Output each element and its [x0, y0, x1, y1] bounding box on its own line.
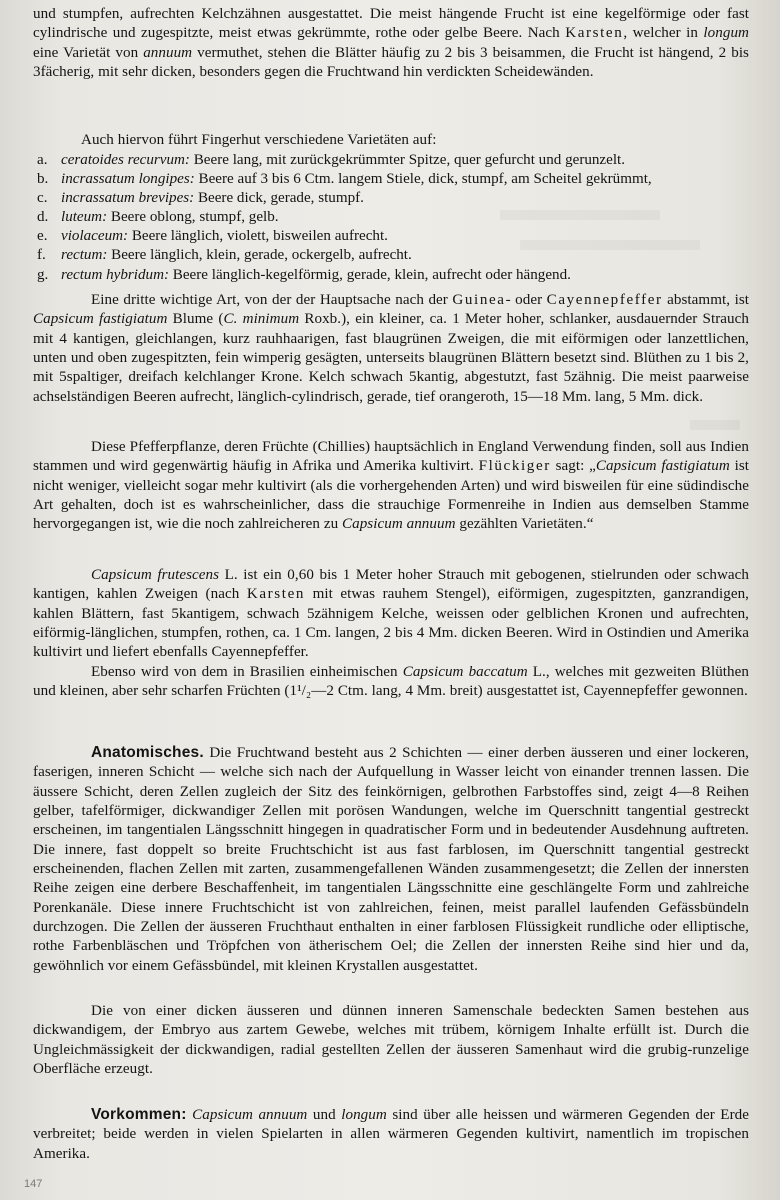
section-anatomy	[33, 743, 749, 976]
variety-name: annuum	[143, 44, 193, 61]
list-item-key: f.	[37, 247, 46, 264]
list-item	[37, 189, 753, 208]
text-run: und stumpfen, aufrechten Kelchzähnen ausgestattet. Die meist hängende Frucht ist eine kegelförmige oder fast cylindrische und zugespitzte, meist etwas gekrümmte, rothe oder gelbe Beere. Nach	[33, 6, 749, 42]
species-name: C. minimum	[223, 311, 300, 328]
species-name: Capsicum annuum	[342, 516, 456, 533]
list-item	[37, 227, 753, 246]
list-item-name: violaceum:	[61, 228, 129, 245]
list-item-key: d.	[37, 209, 49, 226]
species-name: Capsicum baccatum	[402, 664, 528, 680]
product-name: Cayennepfeffer	[546, 292, 663, 308]
paragraph-seeds	[33, 1002, 749, 1079]
list-item	[37, 208, 753, 227]
text-run: vermuthet, stehen die Blätter häufig zu 2 bis 3 beisammen, die Frucht ist hängend, 2 bis 3fächerig, mit sehr dicken, besonders gegen die Fruchtwand hin verdickten Scheidewänden.	[33, 44, 749, 81]
list-item-key: e.	[37, 228, 48, 245]
seed-text: Die von einer dicken äusseren und dünnen inneren Samenschale bedeckten Samen bestehen aus dickwandigem, der Embryo aus zartem Gewebe, welches mit trübem, körnigem Inhalte erfüllt ist. Durch die Ungleichmässigkeit der dickwandigen, radial gestellten Zellen der äusseren Samenhaut wird die grubig-runzelige Oberfläche erzeugt.	[33, 1003, 749, 1078]
list-item-desc: Beere dick, gerade, stumpf.	[194, 190, 364, 207]
text-run: Ebenso wird von dem in Brasilien einheimischen	[91, 664, 403, 680]
text-run: sagt: „	[550, 458, 596, 475]
list-item-key: b.	[37, 171, 49, 188]
text-run: L. ist ein 0,60 bis 1 Meter hoher Strauch mit gebogenen, stielrunden oder schwach kantigen, kahlen Zweigen (nach	[33, 567, 749, 603]
list-item	[37, 246, 753, 265]
list-intro	[33, 131, 749, 150]
author-name: Karsten	[565, 25, 624, 42]
species-name: Capsicum annuum	[192, 1107, 308, 1123]
list-item-name: rectum hybridum:	[61, 266, 170, 283]
text-run: —2 Ctm. lang, 4 Mm. breit) ausgestattet ist, Cayennepfeffer gewonnen.	[311, 683, 748, 700]
fraction: ¹/₂	[297, 683, 312, 700]
paragraph-baccatum	[33, 663, 749, 702]
section-heading: Anatomisches.	[91, 744, 204, 761]
text-run: mit etwas rauhem Stengel), eiförmigen, zugespitzten, ganzrandigen, kahlen Blättern, fast 5kantigem, schwach 5zähnigem Kelche, weissen oder gelblichen Kronen und aufrechten, eiförmig-länglichen, stumpfen, rothen, ca. 1 Cm. langen, 2 bis 4 Mm. dicken Beeren. Wird in Ostindien und Amerika kultivirt und liefert ebenfalls Cayennepfeffer.	[33, 586, 749, 661]
list-item	[37, 151, 753, 170]
section-heading: Vorkommen:	[91, 1106, 187, 1123]
text-run: Die Fruchtwand besteht aus 2 Schichten — einer derben äusseren und einer lockeren, faserigen, inneren Schicht — welche sich nach der Aufquellung in Wasser leicht von einander trennen lassen. Die äussere Schicht, deren Zellen zugleich der Sitz des feinkörnigen, gelbrothen Farbstoffes sind, zeigt 4—8 Reihen gelber, tafelförmiger, dickwandiger Zellen mit porösen Wandungen, welche im Querschnitt tangential gestreckt erscheinen, im tangentialen Längsschnitt hingegen in quadratischer Form und in bedeutender Ausdehnung auftreten. Die innere, fast doppelt so breite Fruchtschicht ist aus fast farblosen, im Querschnitt tangential gestreckt erscheinenden, flachen Zellen mit zarten, zusammengefallenen Wänden zusammengesetzt; die Zellen der innersten Reihe zeigen eine derbere Beschaffenheit, im tangentialen Längsschnitte eine geschlängelte Form und zahlreiche Porenkanäle. Diese innere Fruchtschicht ist von zahlreichen, feinen, meist parallel laufenden Gefässbündeln durchzogen. Die Zellen der äusseren Fruchthaut enthalten in einer farblosen Flüssigkeit rundliche oder elliptische, rothe Farbenbläschen und Tröpfchen von ätherischem Oel; die Zellen der innersten Reihe sind hier und da, gewöhnlich vor einem Gefässbündel, mit kleinen Krystallen ausgestattet.	[33, 745, 749, 974]
text-run: eine Varietät von	[33, 44, 144, 61]
text-run: Blume (	[167, 311, 224, 328]
list-item-name: rectum:	[61, 247, 108, 264]
list-item-key: c.	[37, 190, 48, 207]
text-run: , welcher in	[623, 25, 704, 42]
list-item-key: g.	[37, 266, 49, 283]
list-item-desc: Beere länglich, violett, bisweilen aufrecht.	[128, 228, 388, 245]
author-name: Karsten	[246, 586, 306, 603]
text-run: L., welches mit gezweiten Blüthen und kleinen, aber sehr scharfen Früchten (1	[33, 664, 749, 700]
list-item-name: luteum:	[61, 209, 108, 226]
species-name: Capsicum fastigiatum	[33, 311, 168, 328]
paragraph-chillies	[33, 438, 749, 535]
paragraph-frutescens	[33, 566, 749, 663]
list-intro-text: Auch hiervon führt Fingerhut verschiedene Varietäten auf:	[81, 132, 437, 148]
species-name: Capsicum fastigiatum	[595, 458, 730, 475]
list-item	[37, 170, 753, 189]
text-run: Eine dritte wichtige Art, von der der Hauptsache nach der	[91, 292, 453, 308]
bleed-through-shadow	[690, 420, 740, 430]
text-run: und	[307, 1107, 342, 1123]
text-run: ist nicht weniger, vielleicht sogar mehr kultivirt (als die vorhergehenden Arten) und wird bisweilen für eine südindische Art gehalten, doch ist es wahrscheinlicher, dass die strauchige Formenreihe in Indien aus demselben Stamme hervorgegangen ist, wie die noch zahlreicheren zu	[33, 458, 750, 533]
page-number: 147	[24, 1178, 43, 1190]
author-name: Flückiger	[478, 458, 551, 475]
paragraph-fruit-description	[33, 5, 749, 82]
list-item-desc: Beere länglich, klein, gerade, ockergelb, aufrecht.	[107, 247, 412, 264]
list-item-desc: Beere lang, mit zurückgekrümmter Spitze, quer gefurcht und gerunzelt.	[189, 152, 625, 168]
product-name: Guinea	[452, 292, 506, 308]
list-item-name: incrassatum brevipes:	[61, 190, 195, 207]
text-run: - oder	[505, 292, 547, 308]
list-item-desc: Beere oblong, stumpf, gelb.	[107, 209, 279, 226]
variety-name: longum	[341, 1107, 387, 1123]
text-run: Roxb.), ein kleiner, ca. 1 Meter hoher, schlanker, ausdauernder Strauch mit 4 kantigen, gleichlangen, kurz rauhhaarigen, fast blaugrünen Zweigen, die mit eiförmigen oder lanzettlichen, unten und oben zugespitzten, fein wimperig gesägten, unterseits blaugrünen Blättern besetzt sind. Blüthen zu 1 bis 2, mit 5spaltiger, dreifach kelchlanger Krone. Kelch schwach 5kantig, abgestutzt, fast 5zähnig. Die meist paarweise achselständigen Beeren aufrecht, länglich-cylindrisch, gerade, tief orangeroth, 15—18 Mm. lang, 5 Mm. dick.	[33, 311, 749, 405]
list-item-desc: Beere auf 3 bis 6 Ctm. langem Stiele, dick, stumpf, am Scheitel gekrümmt,	[194, 171, 652, 188]
text-run: gezählten Varietäten.“	[455, 516, 594, 533]
variety-name: longum	[703, 25, 750, 42]
text-run: Diese Pfefferpflanze, deren Früchte (Chillies) hauptsächlich in England Verwendung finden, soll aus Indien stammen und wird gegenwärtig häufig in Afrika und Amerika kultivirt.	[33, 439, 749, 475]
species-name: Capsicum frutescens	[91, 567, 220, 583]
list-item-name: ceratoides recurvum:	[61, 152, 190, 168]
varieties-list	[37, 151, 753, 285]
list-item-key: a.	[37, 152, 48, 168]
paragraph-fastigiatum	[33, 291, 749, 407]
list-item	[37, 266, 753, 285]
text-run: sind über alle heissen und wärmeren Gegenden der Erde verbreitet; beide werden in vielen Spielarten in allen wärmeren Gegenden kultivirt, namentlich im tropischen Amerika.	[33, 1107, 750, 1162]
list-item-name: incrassatum longipes:	[61, 171, 195, 188]
section-occurrence	[33, 1105, 749, 1164]
text-run: abstammt, ist	[662, 292, 749, 308]
list-item-desc: Beere länglich-kegelförmig, gerade, klein, aufrecht oder hängend.	[169, 266, 571, 283]
